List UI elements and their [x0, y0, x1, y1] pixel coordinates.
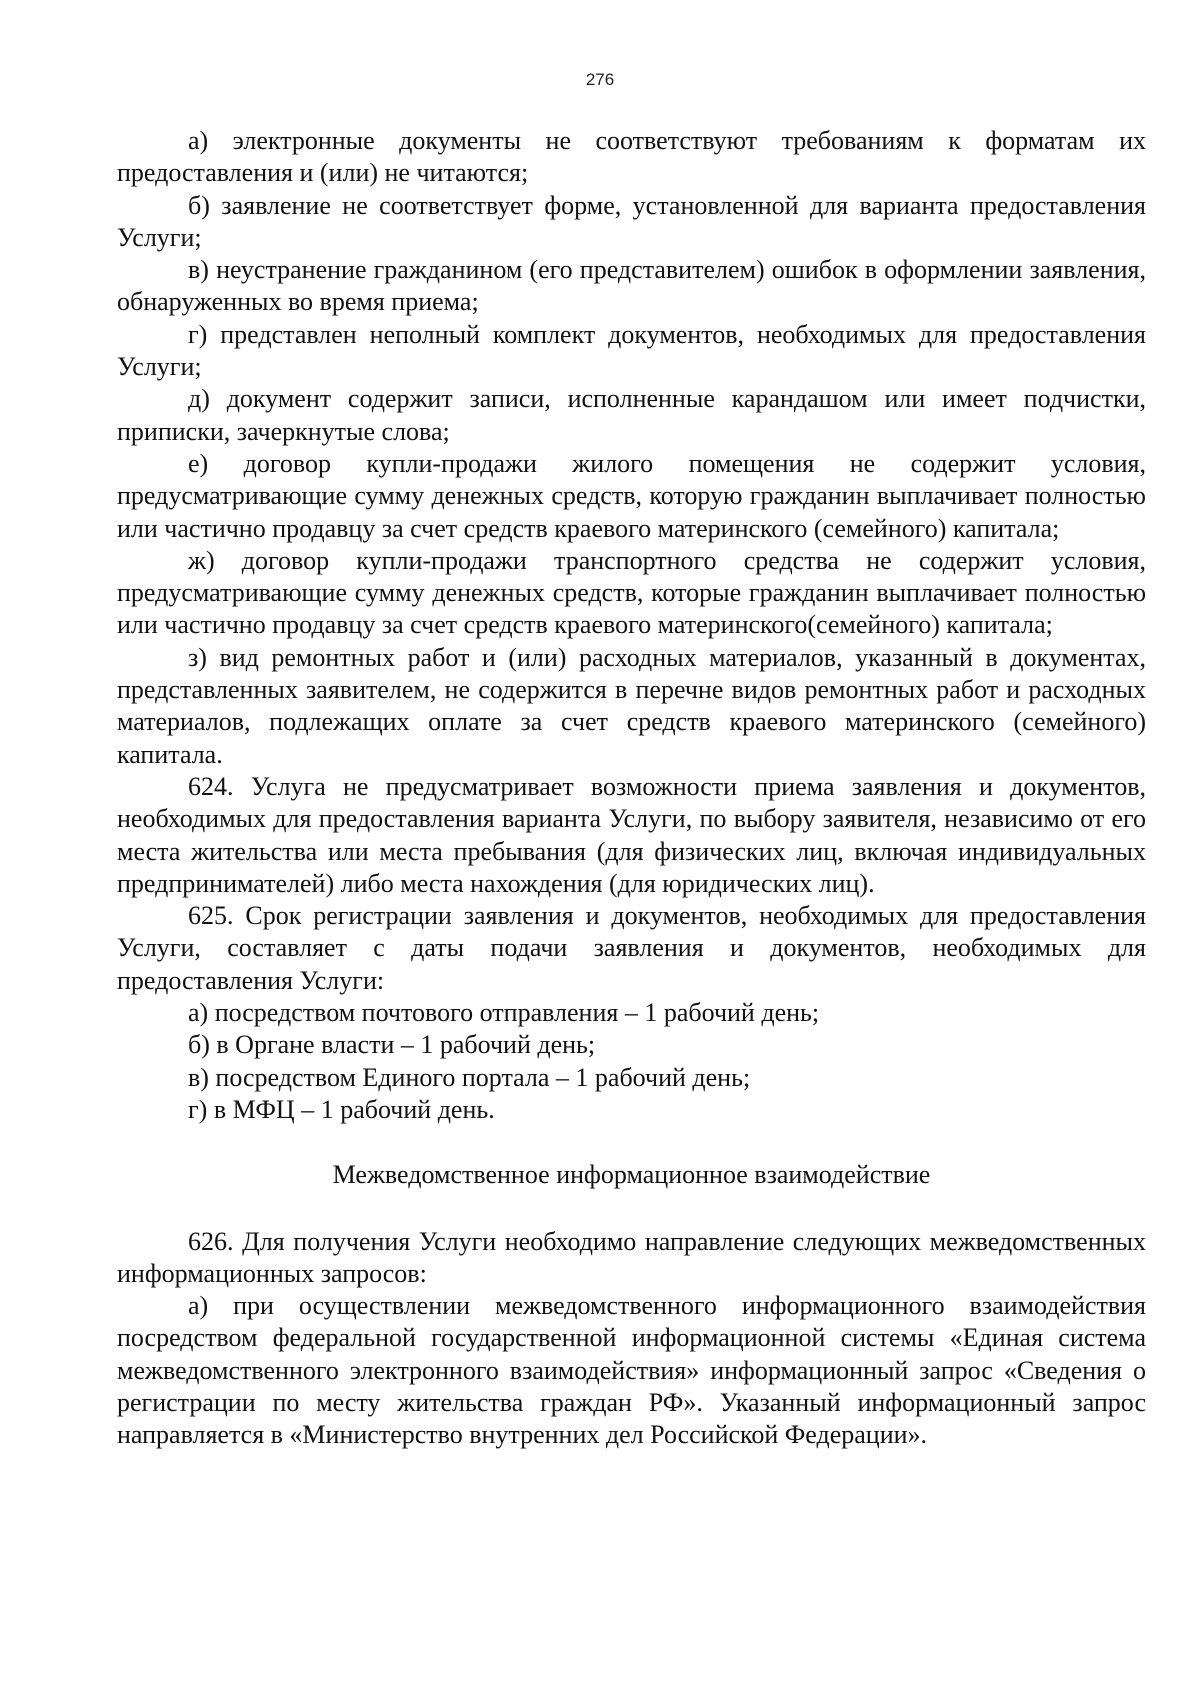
paragraph-zh: ж) договор купли-продажи транспортного средства не содержит условия, предусматривающие сумму денежных средств, которые гражданин выплачивает полностью или частично продавцу за счет средств краевого материнского(семейного) капитала;: [117, 545, 1146, 640]
list-item-mfc: г) в МФЦ – 1 рабочий день.: [188, 1094, 495, 1124]
paragraph-d: д) документ содержит записи, исполненные карандашом или имеет подчистки, приписки, зачеркнутые слова;: [117, 384, 1146, 446]
paragraph-625: 625. Срок регистрации заявления и документов, необходимых для предоставления Услуги, составляет с даты подачи заявления и документов, необходимых для предоставления Услуги:: [117, 901, 1146, 995]
paragraph-626-a: а) при осуществлении межведомственного информационного взаимодействия посредством федеральной государственной информационной системы «Единая система межведомственного электронного взаимодействия» информационный запрос «Сведения о регистрации по месту жительства граждан РФ». Указанный информационный запрос направляется в «Министерство внутренних дел Российской Федерации».: [117, 1291, 1146, 1450]
paragraph-z: з) вид ремонтных работ и (или) расходных материалов, указанный в документах, представленных заявителем, не содержится в перечне видов ремонтных работ и расходных материалов, подлежащих оплате за счет средств краевого материнского (семейного) капитала.: [117, 642, 1146, 769]
list-item-authority: б) в Органе власти – 1 рабочий день;: [188, 1030, 596, 1060]
paragraph-626: 626. Для получения Услуги необходимо направление следующих межведомственных информационных запросов:: [117, 1226, 1146, 1288]
paragraph-e: е) договор купли-продажи жилого помещения не содержит условия, предусматривающие сумму денежных средств, которую гражданин выплачивает полностью или частично продавцу за счет средств краевого материнского (семейного) капитала;: [117, 448, 1146, 543]
page-number: 276: [585, 70, 615, 89]
paragraph-v: в) неустранение гражданином (его представителем) ошибок в оформлении заявления, обнаруженных во время приема;: [117, 255, 1146, 317]
list-item-postal: а) посредством почтового отправления – 1 рабочий день;: [188, 998, 820, 1028]
paragraph-g: г) представлен неполный комплект документов, необходимых для предоставления Услуги;: [117, 319, 1146, 382]
paragraph-b: б) заявление не соответствует форме, установленной для варианта предоставления Услуги;: [117, 190, 1146, 252]
document-body: [117, 125, 1146, 1452]
list-item-portal: в) посредством Единого портала – 1 рабочий день;: [188, 1062, 751, 1092]
section-heading: Межведомственное информационное взаимодействие: [332, 1160, 931, 1190]
paragraph-624: 624. Услуга не предусматривает возможности приема заявления и документов, необходимых для предоставления варианта Услуги, по выбору заявителя, независимо от его места жительства или места пребывания (для физических лиц, включая индивидуальных предпринимателей) либо места нахождения (для юридических лиц).: [117, 771, 1146, 898]
paragraph-a: а) электронные документы не соответствуют требованиям к форматам их предоставления и (или) не читаются;: [117, 126, 1146, 188]
